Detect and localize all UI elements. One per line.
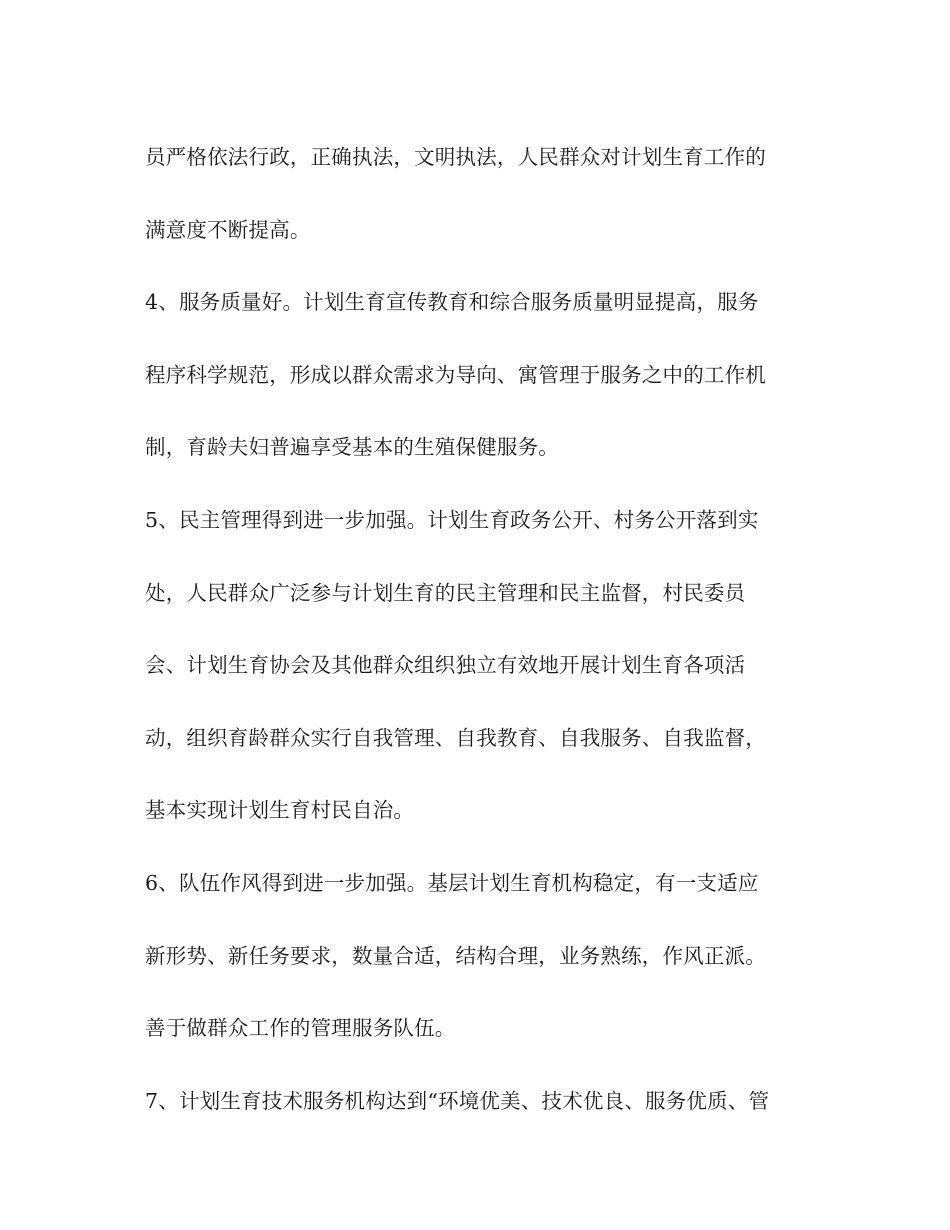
text-line: 基本实现计划生育村民自治。: [145, 798, 415, 823]
text-line: 满意度不断提高。: [145, 217, 311, 242]
text-line: 会、计划生育协会及其他群众组织独立有效地开展计划生育各项活: [145, 653, 746, 678]
text-line: 善于做群众工作的管理服务队伍。: [145, 1016, 456, 1041]
text-line: 处，人民群众广泛参与计划生育的民主管理和民主监督，村民委员: [145, 580, 746, 605]
text-line: 动，组织育龄群众实行自我管理、自我教育、自我服务、自我监督，: [145, 725, 766, 750]
text-line: 6、队伍作风得到进一步加强。基层计划生育机构稳定，有一支适应: [145, 870, 759, 895]
document-body: [145, 121, 805, 1137]
text-line: 7、计划生育技术服务机构达到“环境优美、技术优良、服务优质、管: [145, 1088, 770, 1113]
text-line: 制，育龄夫妇普遍享受基本的生殖保健服务。: [145, 435, 559, 460]
text-line: 程序科学规范，形成以群众需求为导向、寓管理于服务之中的工作机: [145, 362, 766, 387]
text-line: 员严格依法行政，正确执法，文明执法，人民群众对计划生育工作的: [145, 145, 766, 169]
text-line: 新形势、新任务要求，数量合适，结构合理，业务熟练，作风正派。: [145, 943, 766, 968]
text-line: 4、服务质量好。计划生育宣传教育和综合服务质量明显提高，服务: [145, 290, 759, 315]
text-line: 5、民主管理得到进一步加强。计划生育政务公开、村务公开落到实: [145, 507, 759, 532]
